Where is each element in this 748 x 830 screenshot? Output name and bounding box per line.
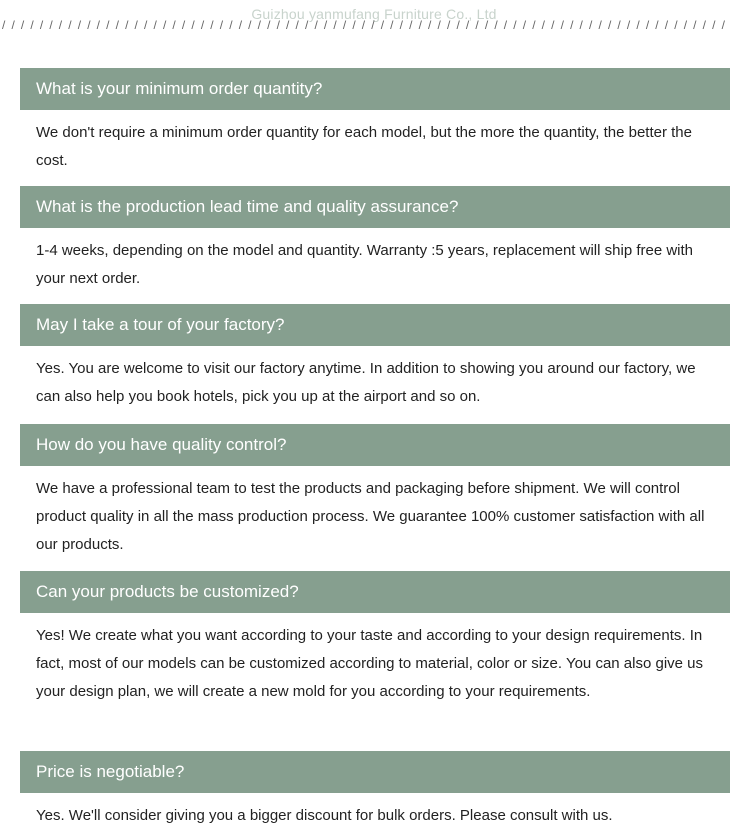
faq-item-quality-control xyxy=(20,424,730,559)
faq-item-lead-time xyxy=(20,186,730,293)
faq-item-price xyxy=(20,751,730,830)
faq-question: Price is negotiable? xyxy=(20,751,730,793)
faq-question: May I take a tour of your factory? xyxy=(20,304,730,346)
faq-answer: 1-4 weeks, depending on the model and quantity. Warranty :5 years, replacement will ship free with your next order. xyxy=(36,242,694,287)
faq-question: Can your products be customized? xyxy=(20,571,730,613)
faq-question: How do you have quality control? xyxy=(20,424,730,466)
faq-answer: Yes. You are welcome to visit our factory anytime. In addition to showing you around our factory, we can also help you book hotels, pick you up at the airport and so on. xyxy=(36,360,696,405)
faq-question: What is your minimum order quantity? xyxy=(20,68,730,110)
company-name: Guizhou yanmufang Furniture Co., Ltd xyxy=(251,6,497,22)
faq-answer: Yes! We create what you want according to your taste and according to your design requirements. In fact, most of our models can be customized according to material, color or size. You can also give us your design plan, we will create a new mold for you according to your requirements. xyxy=(36,627,704,700)
faq-answer: We don't require a minimum order quantity for each model, but the more the quantity, the better the cost. xyxy=(36,124,692,169)
header-divider: / / / / / / / / / / / / / / / / / / / / / / / / / / / / / / / / / / / / / / / / / / / / / / / / / / / / / / / / / / / / / / / / / / / / / / / / / / / / / xyxy=(2,18,727,32)
faq-answer: We have a professional team to test the products and packaging before shipment. We will control product quality in all the mass production process. We guarantee 100% customer satisfaction with all our products. xyxy=(36,480,705,553)
faq-item-customization xyxy=(20,571,730,706)
faq-question: What is the production lead time and quality assurance? xyxy=(20,186,730,228)
faq-answer: Yes. We'll consider giving you a bigger discount for bulk orders. Please consult with us. xyxy=(36,807,613,824)
faq-item-factory-tour xyxy=(20,304,730,411)
faq-item-minimum-order xyxy=(20,68,730,175)
